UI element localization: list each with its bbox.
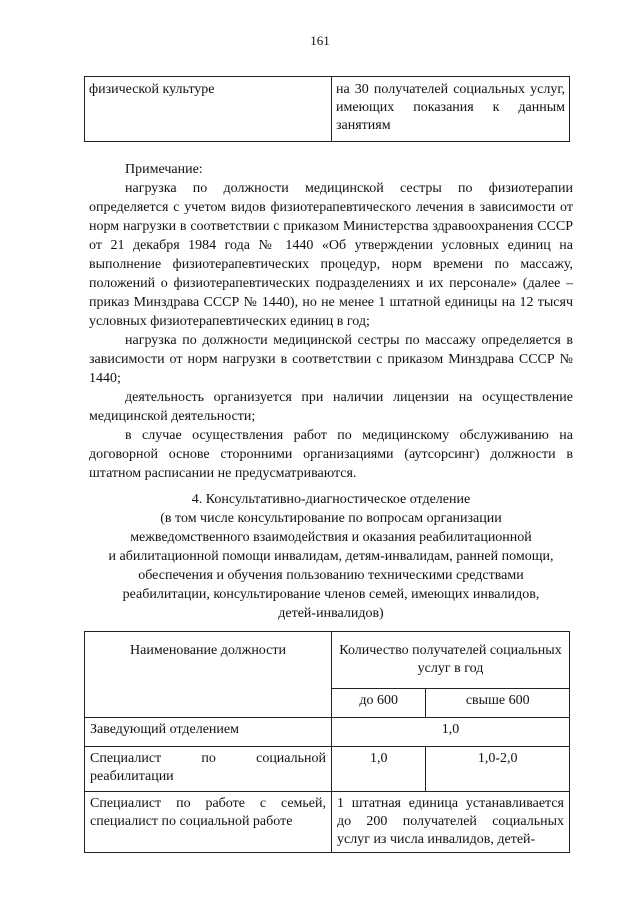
table-row (85, 77, 570, 142)
section-heading-line: межведомственного взаимодействия и оказания реабилитационной (130, 530, 532, 545)
section-heading-line: 4. Консультативно-диагностическое отделение (191, 492, 471, 507)
row-value-merged: 1,0 (332, 718, 570, 747)
header-sub-high: свыше 600 (426, 689, 570, 718)
table-row (85, 718, 570, 747)
table-row (85, 792, 570, 853)
row-value-merged: 1 штатная единица устанавливается до 200 получателей социальных услуг из числа инвалидов, детей- (332, 792, 570, 853)
page-number: 161 (310, 33, 330, 48)
row-value-high: 1,0-2,0 (426, 747, 570, 792)
section-heading (89, 490, 573, 623)
table-cell-name: физической культуре (85, 77, 332, 142)
section-heading-line: (в том числе консультирование по вопросам организации (160, 511, 502, 526)
section-heading-line: детей-инвалидов) (278, 606, 384, 621)
section-heading-line: реабилитации, консультирование членов семей, имеющих инвалидов, (122, 587, 540, 602)
section-heading-line: обеспечения и обучения пользованию техническими средствами (138, 568, 524, 583)
table-cell-value: на 30 получателей социальных услуг, имеющих показания к данным занятиям (332, 77, 570, 142)
table-row (85, 747, 570, 792)
table-header-row (85, 632, 570, 689)
note-paragraph: деятельность организуется при наличии лицензии на осуществление медицинской деятельности; (89, 390, 573, 424)
header-position: Наименование должности (85, 632, 332, 718)
norms-table-continuation (84, 76, 570, 142)
note-title: Примечание: (125, 162, 203, 177)
staff-table (84, 631, 570, 853)
row-name: Специалист по социальной реабилитации (85, 747, 332, 792)
section-heading-line: и абилитационной помощи инвалидам, детям-инвалидам, ранней помощи, (108, 549, 554, 564)
note-paragraph: нагрузка по должности медицинской сестры по физиотерапии определяется с учетом видов физиотерапевтического лечения в зависимости от норм нагрузки в соответствии с приказом Министерства здравоохранения СССР от 21 декабря 1984 года № 1440 «Об утверждении условных единиц на выполнение физиотерапевтических процедур, норм времени по массажу, положений о физиотерапевтических подразделениях и их персонале» (далее – приказ Минздрава СССР № 1440), но не менее 1 штатной единицы на 12 тысяч условных физиотерапевтических единиц в год; (89, 181, 573, 329)
header-count: Количество получателей социальных услуг в год (332, 632, 570, 689)
note-block (89, 160, 573, 483)
note-paragraph: нагрузка по должности медицинской сестры по массажу определяется в зависимости от норм нагрузки в соответствии с приказом Минздрава СССР № 1440; (89, 333, 573, 386)
note-paragraph: в случае осуществления работ по медицинскому обслуживанию на договорной основе сторонними организациями (аутсорсинг) должности в штатном расписании не предусматриваются. (89, 428, 573, 481)
row-name: Специалист по работе с семьей, специалист по социальной работе (85, 792, 332, 853)
row-name: Заведующий отделением (85, 718, 332, 747)
header-sub-low: до 600 (332, 689, 426, 718)
row-value-low: 1,0 (332, 747, 426, 792)
